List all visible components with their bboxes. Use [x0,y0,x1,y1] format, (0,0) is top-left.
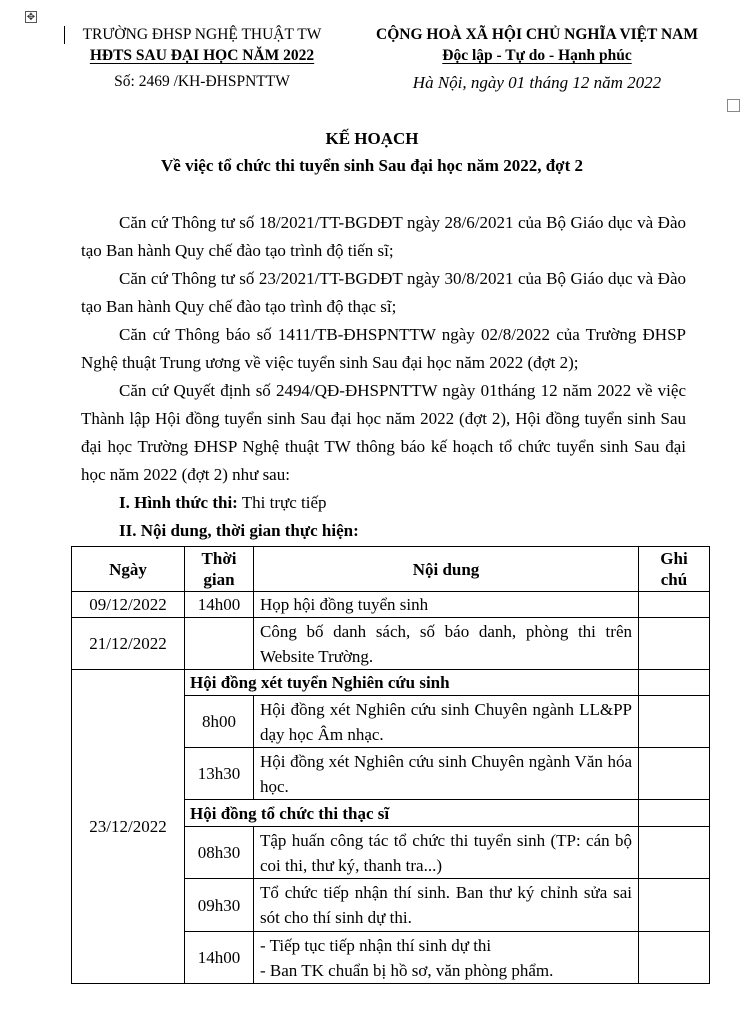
council-name [64,45,340,66]
school-name: TRƯỜNG ĐHSP NGHỆ THUẬT TW [82,26,322,43]
row-content: Họp hội đồng tuyển sinh [254,592,639,618]
row-time: 8h00 [185,696,254,748]
row-time [185,618,254,670]
row-date: 21/12/2022 [72,618,185,670]
row-content [254,932,639,984]
row-note [639,879,710,932]
council-name-text: HĐTS SAU ĐẠI HỌC NĂM 2022 [89,47,315,64]
row-note [639,670,710,696]
schedule-table [71,546,710,984]
paragraph-3 [81,321,686,377]
paragraph-3-text: Căn cứ Thông báo số 1411/TB-ĐHSPNTTW ngày 02/8/2022 của Trường ĐHSP Nghệ thuật Trung ương về việc tuyển sinh Sau đại học năm 2022 (đợt 2); [81,325,686,372]
place-date: Hà Nội, ngày 01 tháng 12 năm 2022 [412,73,662,92]
row-note [639,592,710,618]
row-content: Hội đồng xét Nghiên cứu sinh Chuyên ngành Văn hóa học. [254,748,639,800]
row-note [639,800,710,827]
section-2-label: II. Nội dung, thời gian thực hiện: [119,521,359,540]
table-header-row [72,547,710,592]
header-time: Thời gian [185,547,254,592]
row-note [639,618,710,670]
row-content: Tổ chức tiếp nhận thí sinh. Ban thư ký chỉnh sửa sai sót cho thí sinh dự thi. [254,879,639,932]
content-line-2: - Ban TK chuẩn bị hồ sơ, văn phòng phẩm. [260,960,554,980]
row-note [639,748,710,800]
document-number: Số: 2469 /KH-ĐHSPNTTW [114,73,290,90]
row-time: 14h00 [185,592,254,618]
table-row [72,618,710,670]
table-row [72,592,710,618]
content-line-1: - Tiếp tục tiếp nhận thí sinh dự thi [260,935,492,955]
document-subtitle: Về việc tổ chức thi tuyển sinh Sau đại học năm 2022, đợt 2 [161,156,583,175]
left-header [64,24,340,92]
row-note [639,827,710,879]
row-time: 08h30 [185,827,254,879]
row-content: Công bố danh sách, số báo danh, phòng thi trên Website Trường. [254,618,639,670]
header-date: Ngày [72,547,185,592]
row-note [639,696,710,748]
paragraph-1-text: Căn cứ Thông tư số 18/2021/TT-BGDĐT ngày 28/6/2021 của Bộ Giáo dục và Đào tạo Ban hành Quy chế đào tạo trình độ tiến sĩ; [81,213,686,260]
paragraph-2-text: Căn cứ Thông tư số 23/2021/TT-BGDĐT ngày 30/8/2021 của Bộ Giáo dục và Đào tạo Ban hành Quy chế đào tạo trình độ thạc sĩ; [81,269,686,316]
row-content: Tập huấn công tác tổ chức thi tuyển sinh (TP: cán bộ coi thi, thư ký, thanh tra...) [254,827,639,879]
right-header [358,24,716,93]
row-date: 09/12/2022 [72,592,185,618]
group-2-heading: Hội đồng tổ chức thi thạc sĩ [185,800,639,827]
row-note [639,932,710,984]
row-time: 14h00 [185,932,254,984]
resize-handle-icon[interactable] [727,99,740,112]
header-note: Ghi chú [639,547,710,592]
paragraph-1 [81,209,686,265]
national-title: CỘNG HOÀ XÃ HỘI CHỦ NGHĨA VIỆT NAM [376,26,698,43]
paragraph-2 [81,265,686,321]
row-date: 23/12/2022 [72,670,185,984]
row-time: 13h30 [185,748,254,800]
paragraph-4 [81,377,686,489]
section-1 [119,489,327,517]
row-time: 09h30 [185,879,254,932]
section-1-value: Thi trực tiếp [237,493,327,512]
national-motto [358,45,716,66]
group-1-heading: Hội đồng xét tuyển Nghiên cứu sinh [185,670,639,696]
group-heading-row [72,670,710,696]
table-move-handle-icon[interactable]: ✥ [26,12,36,23]
row-content: Hội đồng xét Nghiên cứu sinh Chuyên ngành LL&PP dạy học Âm nhạc. [254,696,639,748]
section-1-label: I. Hình thức thi: [119,493,238,512]
document-title: KẾ HOẠCH [325,129,419,148]
national-motto-text: Độc lập - Tự do - Hạnh phúc [442,47,632,64]
header-content: Nội dung [254,547,639,592]
paragraph-4-text: Căn cứ Quyết định số 2494/QĐ-ĐHSPNTTW ngày 01tháng 12 năm 2022 về việc Thành lập Hội đồng tuyển sinh Sau đại học năm 2022 (đợt 2), Hội đồng tuyển sinh Sau đại học Trường ĐHSP Nghệ thuật TW thông báo kế hoạch tổ chức tuyển sinh Sau đại học năm 2022 (đợt 2) như sau: [81,381,686,484]
